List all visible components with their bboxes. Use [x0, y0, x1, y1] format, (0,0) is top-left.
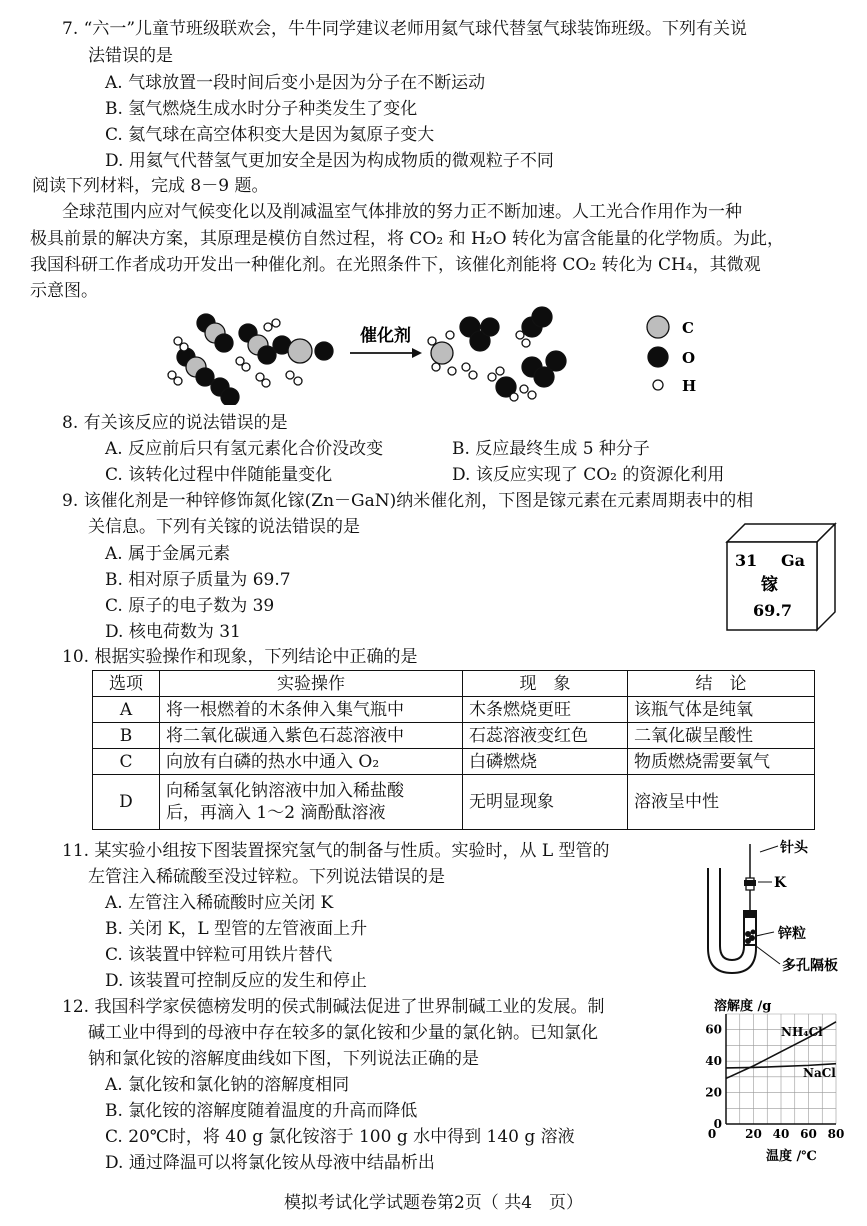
- header-phenomenon: 现 象: [463, 671, 628, 697]
- cell-phenomenon: 白磷燃烧: [463, 749, 628, 775]
- cell-option: A: [93, 697, 160, 723]
- table-row: [93, 723, 815, 749]
- cell-operation: 向放有白磷的热水中通入 O₂: [160, 749, 463, 775]
- q12-option-b: B. 氯化铵的溶解度随着温度的升高而降低: [105, 1101, 418, 1121]
- element-name: 镓: [761, 575, 778, 595]
- x-tick-label: 20: [745, 1127, 762, 1141]
- q7-option-d: D. 用氦气代替氢气更加安全是因为构成物质的微观粒子不同: [105, 151, 554, 171]
- cell-phenomenon: 石蕊溶液变红色: [463, 723, 628, 749]
- label-needle: 针头: [780, 840, 808, 856]
- table-row: [93, 749, 815, 775]
- q12-stem-line3: 钠和氯化铵的溶解度曲线如下图，下列说法正确的是: [88, 1049, 479, 1069]
- q11-option-c: C. 该装置中锌粒可用铁片替代: [105, 945, 333, 965]
- cell-operation-line1: 向稀氢氧化钠溶液中加入稀盐酸: [166, 781, 404, 801]
- q11-option-a: A. 左管注入稀硫酸时应关闭 K: [105, 893, 334, 913]
- element-mass: 69.7: [753, 601, 792, 620]
- table-row: [93, 697, 815, 723]
- cell-conclusion: 溶液呈中性: [628, 775, 815, 830]
- cell-operation: 将二氧化碳通入紫色石蕊溶液中: [160, 723, 463, 749]
- reading-p1: 全球范围内应对气候变化以及削减温室气体排放的努力正不断加速。人工光合作用作为一种: [62, 202, 742, 222]
- q10-stem: 10. 根据实验操作和现象，下列结论中正确的是: [62, 647, 418, 667]
- q8-option-b: B. 反应最终生成 5 种分子: [452, 439, 650, 459]
- q12-option-c: C. 20℃时，将 40 g 氯化铵溶于 100 g 水中得到 140 g 溶液: [105, 1127, 575, 1147]
- q9-stem-line2: 关信息。下列有关镓的说法错误的是: [88, 517, 360, 537]
- q9-option-d: D. 核电荷数为 31: [105, 622, 241, 642]
- y-tick-label: 40: [705, 1054, 722, 1069]
- legend-oxygen-icon: [648, 347, 668, 367]
- product-molecules: [428, 307, 566, 401]
- header-operation: 实验操作: [160, 671, 463, 697]
- header-option: 选项: [93, 671, 160, 697]
- cell-option: D: [93, 775, 160, 830]
- valve-k-icon: [744, 880, 756, 886]
- q8-option-c: C. 该转化过程中伴随能量变化: [105, 465, 333, 485]
- q12-option-a: A. 氯化铵和氯化钠的溶解度相同: [105, 1075, 350, 1095]
- solubility-chart: [696, 994, 860, 1166]
- cell-conclusion: 二氧化碳呈酸性: [628, 723, 815, 749]
- legend-carbon-icon: [647, 316, 669, 338]
- x-tick-label: 60: [800, 1127, 817, 1141]
- x-tick-label: 80: [827, 1127, 845, 1141]
- q7-option-b: B. 氢气燃烧生成水时分子种类发生了变化: [105, 99, 418, 119]
- table-row: [93, 775, 815, 830]
- label-zinc: 锌粒: [778, 926, 806, 942]
- element-box: [725, 522, 837, 632]
- reading-p2: 极具前景的解决方案，其原理是模仿自然过程，将 CO₂ 和 H₂O 转化为富含能量的化学物质。为此，: [30, 229, 784, 249]
- table-header-row: [93, 671, 815, 697]
- reading-intro: 阅读下列材料，完成 8－9 题。: [32, 176, 269, 196]
- cell-conclusion: 物质燃烧需要氧气: [628, 749, 815, 775]
- label-porous-plate: 多孔隔板: [782, 958, 838, 974]
- cell-operation: 将一根燃着的木条伸入集气瓶中: [160, 697, 463, 723]
- q9-option-c: C. 原子的电子数为 39: [105, 596, 275, 616]
- cell-phenomenon: 木条燃烧更旺: [463, 697, 628, 723]
- q9-option-a: A. 属于金属元素: [105, 544, 231, 564]
- chart-xlabel: 温度 /℃: [766, 1149, 817, 1164]
- q7-stem-line1: 7. “六一”儿童节班级联欢会，牛牛同学建议老师用氦气球代替氢气球装饰班级。下列有关说: [62, 19, 748, 39]
- series-label: NaCl: [803, 1065, 836, 1080]
- q7-stem-line2: 法错误的是: [88, 46, 173, 66]
- x-tick-label: 40: [772, 1127, 790, 1141]
- legend-h: H: [682, 377, 697, 395]
- l-tube-apparatus: [688, 838, 858, 988]
- legend: [647, 316, 669, 390]
- series-label: NH₄Cl: [781, 1025, 823, 1039]
- reaction-arrow: [350, 348, 422, 358]
- y-tick-label: 0: [713, 1117, 722, 1131]
- reaction-diagram: [160, 305, 720, 405]
- q7-option-c: C. 氦气球在高空体积变大是因为氦原子变大: [105, 125, 435, 145]
- q12-stem-line1: 12. 我国科学家侯德榜发明的侯式制碱法促进了世界制碱工业的发展。制: [62, 997, 605, 1017]
- legend-hydrogen-icon: [653, 380, 663, 390]
- x-tick-label: 0: [707, 1127, 717, 1141]
- page-footer: 模拟考试化学试题卷第2页（ 共4 页）: [283, 1193, 584, 1213]
- y-tick-label: 60: [705, 1022, 722, 1037]
- q9-stem-line1: 9. 该催化剂是一种锌修饰氮化镓(Zn－GaN)纳米催化剂，下图是镓元素在元素周期表中的相: [62, 491, 754, 511]
- cell-phenomenon: 无明显现象: [463, 775, 628, 830]
- q12-stem-line2: 碱工业中得到的母液中存在较多的氯化铵和少量的氯化钠。已知氯化: [88, 1023, 598, 1043]
- cell-operation-line2: 后，再滴入 1～2 滴酚酞溶液: [166, 803, 386, 823]
- q9-option-b: B. 相对原子质量为 69.7: [105, 570, 291, 590]
- reactant-molecules: [168, 314, 333, 405]
- cell-option: B: [93, 723, 160, 749]
- arrow-label: 催化剂: [360, 326, 411, 345]
- q11-stem-line1: 11. 某实验小组按下图装置探究氢气的制备与性质。实验时，从 L 型管的: [62, 841, 610, 861]
- y-tick-label: 20: [705, 1085, 722, 1100]
- cell-operation-multiline: [160, 775, 463, 830]
- experiment-table: [92, 670, 815, 830]
- cell-conclusion: 该瓶气体是纯氧: [628, 697, 815, 723]
- header-conclusion: 结 论: [628, 671, 815, 697]
- legend-o: O: [682, 349, 696, 367]
- reading-p3: 我国科研工作者成功开发出一种催化剂。在光照条件下，该催化剂能将 CO₂ 转化为 CH₄，其微观: [30, 255, 761, 275]
- q8-option-d: D. 该反应实现了 CO₂ 的资源化利用: [452, 465, 725, 485]
- q11-option-d: D. 该装置可控制反应的发生和停止: [105, 971, 367, 991]
- chart-ylabel: 溶解度 /g: [714, 999, 772, 1014]
- element-symbol: Ga: [781, 551, 806, 570]
- q11-stem-line2: 左管注入稀硫酸至没过锌粒。下列说法错误的是: [88, 867, 445, 887]
- q12-option-d: D. 通过降温可以将氯化铵从母液中结晶析出: [105, 1153, 435, 1173]
- q11-option-b: B. 关闭 K，L 型管的左管液面上升: [105, 919, 368, 939]
- q8-option-a: A. 反应前后只有氢元素化合价没改变: [105, 439, 384, 459]
- q8-stem: 8. 有关该反应的说法错误的是: [62, 413, 288, 433]
- legend-c: C: [682, 319, 694, 337]
- element-number: 31: [735, 551, 758, 570]
- label-k: K: [774, 875, 787, 891]
- q7-option-a: A. 气球放置一段时间后变小是因为分子在不断运动: [105, 73, 486, 93]
- cell-option: C: [93, 749, 160, 775]
- reading-p4: 示意图。: [30, 281, 98, 301]
